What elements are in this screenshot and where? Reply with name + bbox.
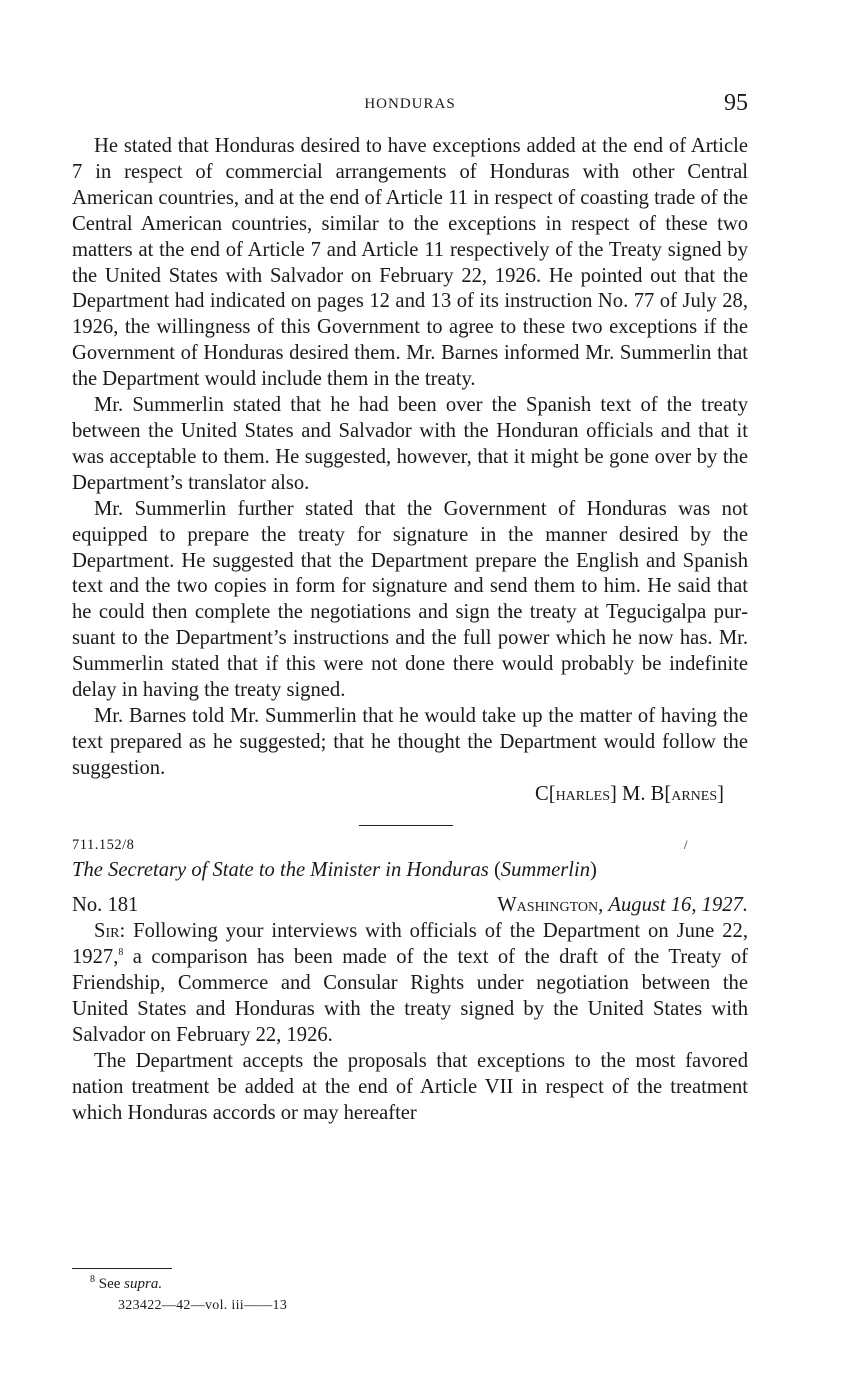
paragraph: He stated that Honduras desired to have exceptions added at the end of Article 7 in respect of commercial arrangements of Honduras with other Central American countries, and at the end of Article 11 in respect of coasting trade of the Central American countries, similar to the exceptions in respect of these two matters at the end of Article 7 and Article 11 respectively of the Treaty signed by the United States with Salvador on February 22, 1926. He pointed out that the Department had indicated on pages 12 and 13 of its instruction No. 77 of July 28, 1926, the willingness of this Government to agree to these two exceptions if the Government of Honduras desired them. Mr. Barnes informed Mr. Summerlin that the Department would include them in the treaty. — [72, 135, 748, 391]
paragraph: Mr. Summerlin stated that he had been over the Spanish text of the treaty between the United States and Salvador with the Honduran officials and that it was acceptable to them. He suggested, however, that it might be gone over by the Department’s translator also. — [72, 394, 748, 494]
page-header — [72, 90, 748, 122]
running-head: HONDURAS — [364, 96, 456, 112]
printer-imprint: 323422—42—vol. iii——13 — [118, 1298, 288, 1313]
file-number: 711.152/8 / — [72, 836, 688, 853]
paragraph: The Department accepts the proposals that exceptions to the most favored nation treatment be added at the end of Article VII in respect of the treatment which Honduras accords or may hereafter — [72, 1049, 748, 1124]
date: August 16, 1927. — [608, 894, 748, 917]
signature: C[harles] M. B[arnes] — [534, 782, 724, 805]
place: Washington — [497, 894, 599, 917]
stray-mark: / — [683, 836, 688, 852]
page-number: 95 — [724, 90, 748, 116]
salutation: Sir — [94, 920, 120, 943]
paragraph: Sir: Following your interviews with officials of the Department on June 22, 1927,$^8$ a comparison has been made of the text of the draft of the Treaty of Friendship, Commerce and Consular Rights under negotiation between the United States and Honduras with the treaty signed by the United States with Salvador on February 22, 1926. — [72, 920, 748, 1046]
footnote-divider — [72, 1268, 172, 1269]
paragraph: Mr. Barnes told Mr. Summerlin that he would take up the matter of having the text prepared as he suggested; that he thought the Department would follow the suggestion. — [72, 704, 748, 779]
dateline: No. 181 Washington, August 16, 1927. — [72, 893, 748, 919]
document-title: The Secretary of State to the Minister in Honduras (Summerlin) — [72, 858, 597, 881]
body-text — [72, 134, 748, 1127]
footnote: $^8$ See supra. — [90, 1274, 163, 1292]
document-number: No. 181 — [72, 894, 139, 917]
paragraph: Mr. Summerlin further stated that the Government of Honduras was not equipped to prepare the treaty for signature in the manner desired by the Department. He suggested that the Department prepare the English and Spanish text and the two copies in form for signature and send them to him. He said that he could then complete the negotiations and sign the treaty at Tegucigalpa pursuant to the Department’s instructions and the full power which he now has. Mr. Summerlin stated that if this were not done there would probably be indefinite delay in having the treaty signed. — [72, 497, 748, 702]
footnote-reference[interactable]: 8 — [118, 947, 124, 959]
section-divider — [359, 825, 453, 826]
